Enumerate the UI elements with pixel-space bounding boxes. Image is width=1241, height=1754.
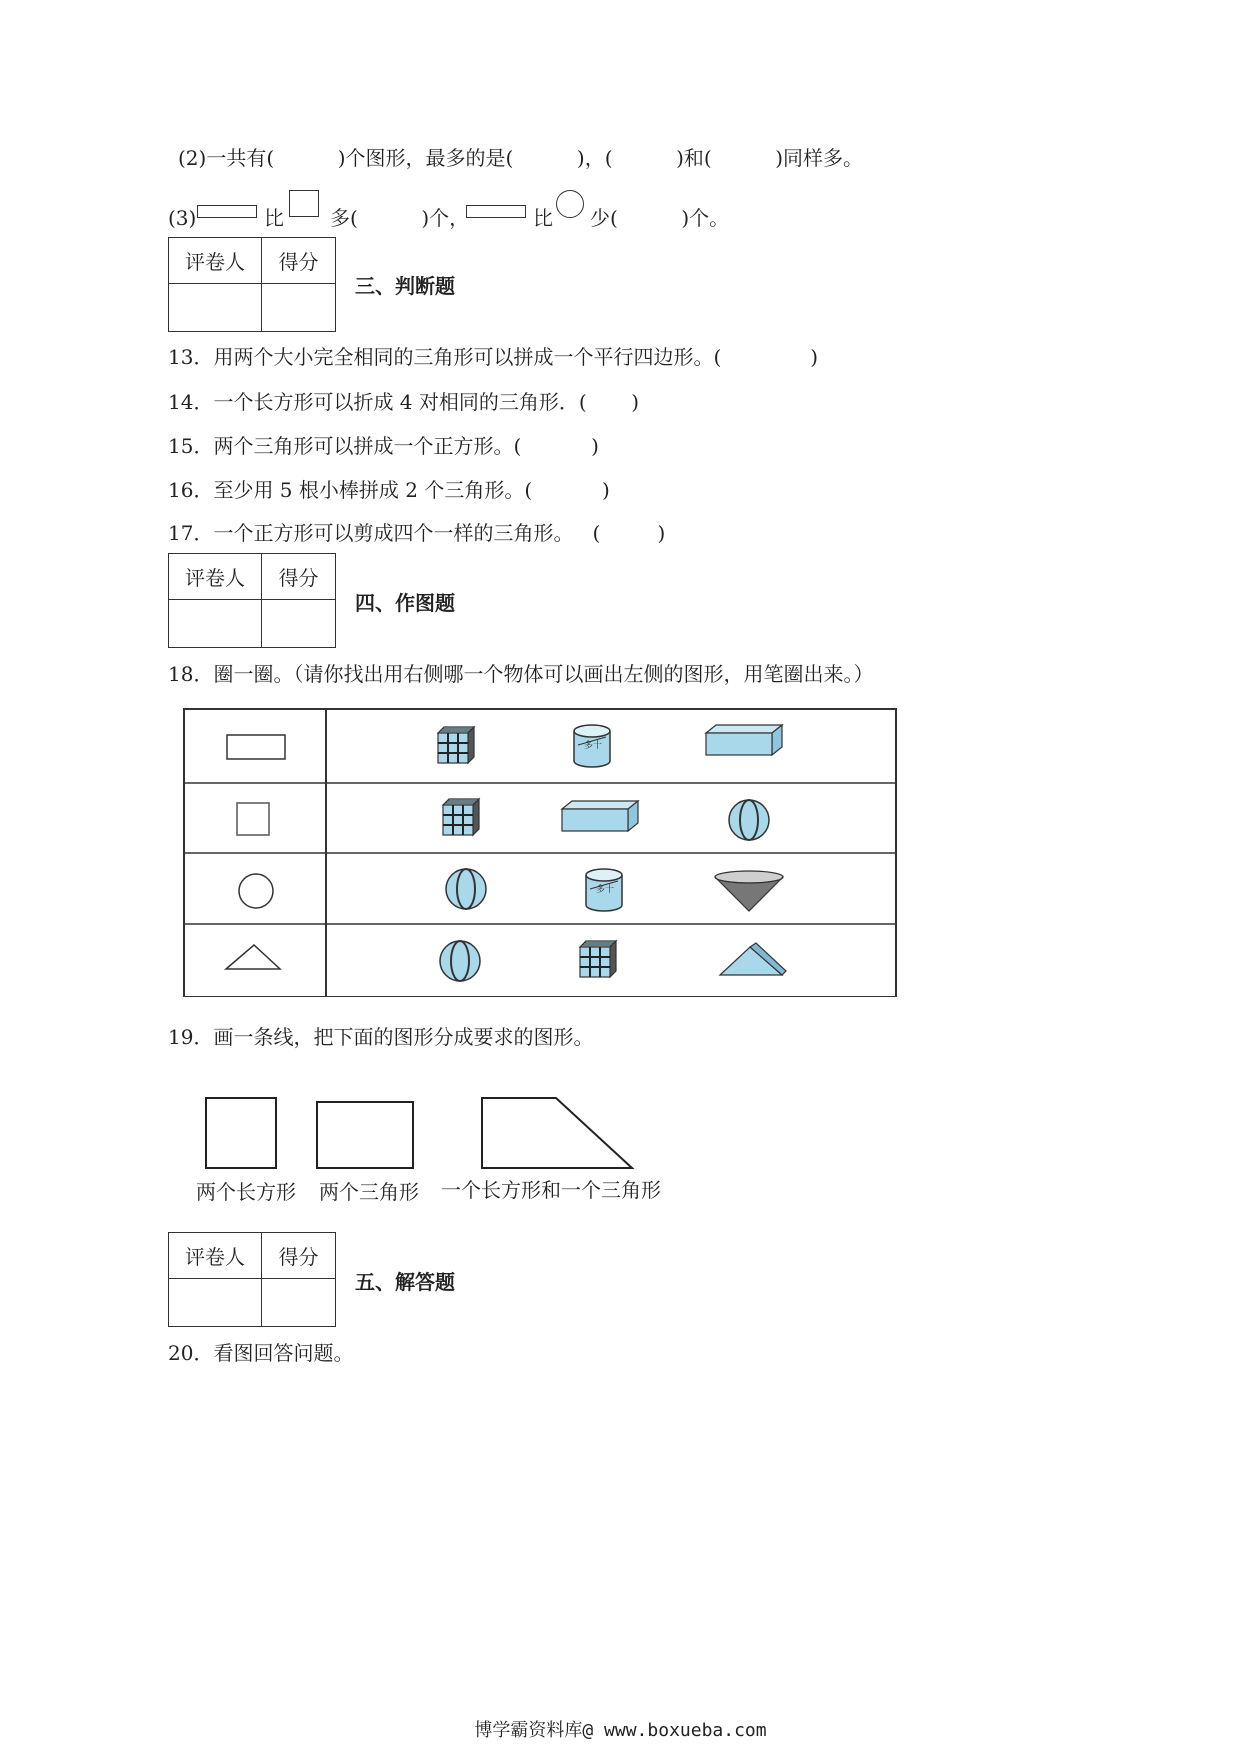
reviewer-label: 评卷人 (169, 1233, 262, 1279)
square-icon (289, 190, 319, 217)
q12-part3-mid: 多( )个， (330, 206, 470, 230)
reviewer-label: 评卷人 (169, 554, 262, 600)
circle-icon (556, 190, 584, 218)
score-label: 得分 (262, 554, 336, 600)
rectangle-icon (466, 205, 526, 218)
reviewer-cell[interactable] (169, 600, 262, 648)
section4-title: 四、作图题 (355, 591, 455, 615)
q18-match-table (180, 705, 900, 997)
score-cell[interactable] (262, 600, 336, 648)
can-label: 多十 (584, 741, 603, 751)
score-cell[interactable] (262, 1279, 336, 1327)
score-label: 得分 (262, 238, 336, 284)
q12-part3-prefix: (3) (168, 206, 197, 230)
q19-shapes (200, 1094, 640, 1174)
q19-label-2: 两个三角形 (319, 1180, 419, 1204)
score-label: 得分 (262, 1233, 336, 1279)
grader-table (168, 237, 336, 332)
reviewer-cell[interactable] (169, 1279, 262, 1327)
can-label: 多十 (596, 885, 615, 895)
footer-watermark: 博学霸资料库@ www.boxueba.com (474, 1720, 767, 1741)
q15: 15．两个三角形可以拼成一个正方形。( ) (168, 434, 599, 458)
q18: 18．圈一圈。（请你找出用右侧哪一个物体可以画出左侧的图形，用笔圈出来。） (168, 662, 874, 686)
q19: 19．画一条线，把下面的图形分成要求的图形。 (168, 1025, 594, 1049)
section5-title: 五、解答题 (355, 1270, 455, 1294)
q19-label-3: 一个长方形和一个三角形 (441, 1178, 661, 1202)
score-cell[interactable] (262, 284, 336, 332)
grader-table (168, 1232, 336, 1327)
reviewer-cell[interactable] (169, 284, 262, 332)
q19-label-1: 两个长方形 (196, 1180, 296, 1204)
q13: 13．用两个大小完全相同的三角形可以拼成一个平行四边形。( ) (168, 345, 819, 369)
q14: 14．一个长方形可以折成 4 对相同的三角形．( ) (168, 390, 639, 414)
q12-part2: (2)一共有( )个图形，最多的是( )，( )和( )同样多。 (178, 146, 864, 170)
section3-title: 三、判断题 (355, 274, 455, 298)
rectangle-icon (197, 205, 257, 218)
q16: 16．至少用 5 根小棒拼成 2 个三角形。( ) (168, 478, 610, 502)
q12-compare-word: 比 (533, 206, 553, 230)
grader-table (168, 553, 336, 648)
reviewer-label: 评卷人 (169, 238, 262, 284)
q20: 20．看图回答问题。 (168, 1341, 354, 1365)
q12-compare-word: 比 (264, 206, 284, 230)
q12-part3-end: 少( )个。 (590, 206, 730, 230)
q17: 17．一个正方形可以剪成四个一样的三角形。 ( ) (168, 521, 666, 545)
